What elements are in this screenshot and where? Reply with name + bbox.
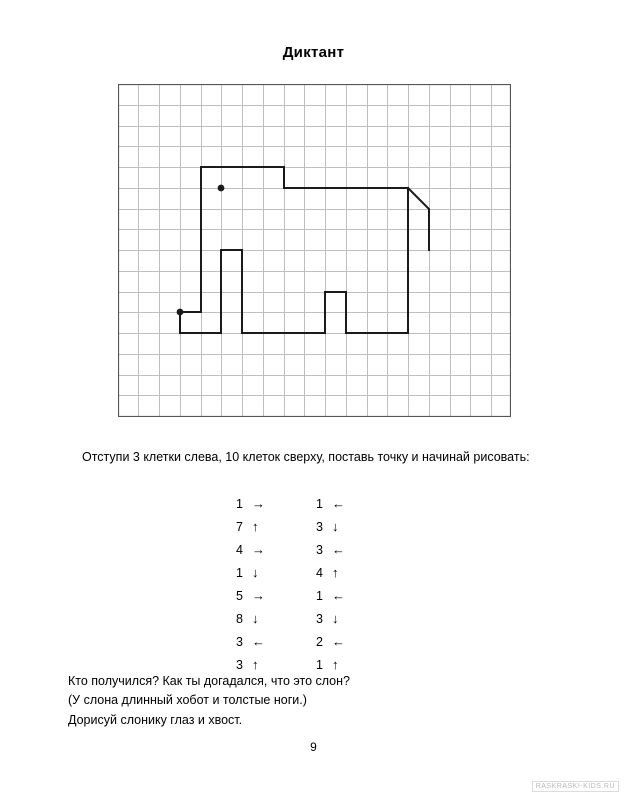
steps-spacer: [278, 561, 316, 584]
grid-lines: [119, 85, 511, 417]
step-count: 3: [316, 519, 323, 534]
task-line: Дорисуй слонику глаз и хвост.: [68, 712, 243, 727]
instruction-text: Отступи 3 клетки слева, 10 клеток сверху, поставь точку и начинай рисовать:: [82, 450, 530, 464]
step-arrow-icon: ↑: [332, 565, 339, 580]
steps-row: [236, 630, 358, 653]
site-watermark: RASKRASKI-KIDS.RU: [532, 781, 619, 792]
steps-row: [236, 492, 358, 515]
steps-row: [236, 561, 358, 584]
step-count: 8: [236, 611, 243, 626]
step-count: 1: [236, 496, 243, 511]
step-arrow-icon: →: [252, 542, 265, 557]
steps-table: [236, 492, 358, 676]
steps-spacer: [278, 515, 316, 538]
steps-spacer: [278, 492, 316, 515]
step-count: 1: [316, 496, 323, 511]
step-arrow-icon: ↓: [332, 611, 339, 626]
steps-row: [236, 538, 358, 561]
steps-row: [236, 584, 358, 607]
step-count: 4: [316, 565, 323, 580]
step-arrow-icon: ↓: [252, 611, 259, 626]
question-line: Кто получился? Как ты догадался, что это слон?: [68, 674, 350, 688]
steps-list: [236, 492, 406, 676]
steps-spacer: [278, 538, 316, 561]
step-count: 5: [236, 588, 243, 603]
step-count: 3: [316, 611, 323, 626]
answer-line: (У слона длинный хобот и толстые ноги.): [68, 693, 307, 708]
step-count: 3: [236, 634, 243, 649]
steps-row: [236, 607, 358, 630]
start-point: [177, 309, 184, 316]
step-count: 3: [236, 657, 243, 672]
step-count: 7: [236, 519, 243, 534]
step-arrow-icon: ←: [332, 496, 345, 511]
graphic-dictation-grid: [118, 84, 511, 417]
step-count: 1: [236, 565, 243, 580]
step-arrow-icon: ←: [332, 634, 345, 649]
step-arrow-icon: ↓: [332, 519, 339, 534]
step-arrow-icon: →: [252, 496, 265, 511]
step-arrow-icon: ↑: [252, 657, 259, 672]
step-count: 2: [316, 634, 323, 649]
page-number: 9: [310, 740, 317, 754]
eye-point: [218, 185, 225, 192]
steps-spacer: [278, 607, 316, 630]
steps-spacer: [278, 584, 316, 607]
step-arrow-icon: ↑: [252, 519, 259, 534]
step-arrow-icon: ↑: [332, 657, 339, 672]
steps-spacer: [278, 630, 316, 653]
step-count: 3: [316, 542, 323, 557]
page-title: Диктант: [282, 44, 345, 61]
step-arrow-icon: ↓: [252, 565, 259, 580]
questions-block: [68, 672, 548, 730]
step-arrow-icon: ←: [332, 542, 345, 557]
step-arrow-icon: →: [252, 588, 265, 603]
step-arrow-icon: ←: [332, 588, 345, 603]
grid-svg: [118, 84, 511, 417]
step-count: 1: [316, 657, 323, 672]
step-count: 4: [236, 542, 243, 557]
steps-row: [236, 515, 358, 538]
step-count: 1: [316, 588, 323, 603]
step-arrow-icon: ←: [252, 634, 265, 649]
